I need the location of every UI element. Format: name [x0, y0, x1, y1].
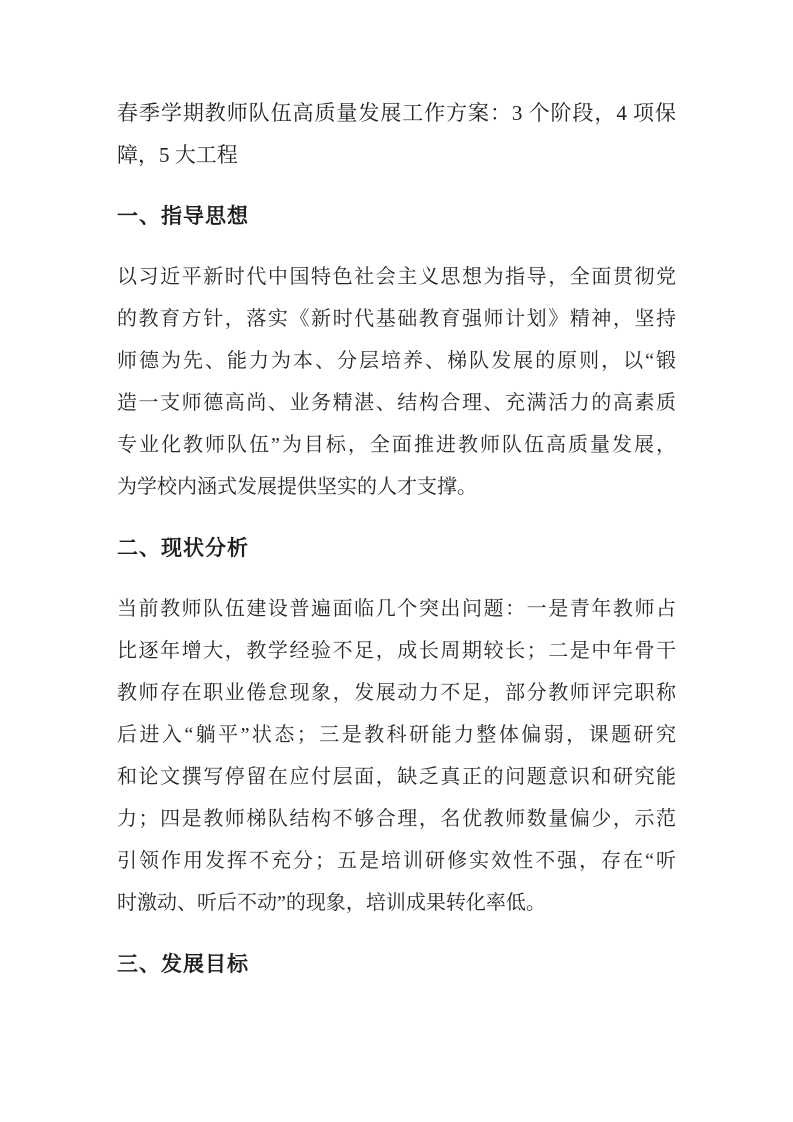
text-line: 以习近平新时代中国特色社会主义思想为指导，全面贯彻党	[117, 266, 676, 288]
section-paragraph-status-analysis	[117, 588, 676, 924]
section-heading-development-goals: 三、发展目标	[117, 953, 249, 976]
text-line: 为学校内涵式发展提供坚实的人才支撑。	[117, 476, 477, 498]
title-line: 障，5 大工程	[117, 143, 238, 167]
section-heading-status-analysis: 二、现状分析	[117, 537, 249, 560]
text-line: 力；四是教师梯队结构不够合理，名优教师数量偏少，示范	[117, 808, 676, 830]
text-line: 专业化教师队伍”为目标，全面推进教师队伍高质量发展，	[117, 434, 676, 456]
text-line: 后进入“躺平”状态；三是教科研能力整体偏弱，课题研究	[117, 724, 676, 746]
text-line: 时激动、听后不动”的现象，培训成果转化率低。	[117, 892, 546, 914]
text-line: 造一支师德高尚、业务精湛、结构合理、充满活力的高素质	[117, 392, 676, 414]
text-line: 教师存在职业倦怠现象，发展动力不足，部分教师评完职称	[117, 682, 676, 704]
text-line: 引领作用发挥不充分；五是培训研修实效性不强，存在“听	[117, 850, 676, 872]
text-line: 师德为先、能力为本、分层培养、梯队发展的原则，以“锻	[117, 350, 676, 372]
text-line: 比逐年增大，教学经验不足，成长周期较长；二是中年骨干	[117, 640, 676, 662]
section-paragraph-guiding-ideology	[117, 256, 676, 508]
text-line: 和论文撰写停留在应付层面，缺乏真正的问题意识和研究能	[117, 766, 676, 788]
text-line: 当前教师队伍建设普遍面临几个突出问题：一是青年教师占	[117, 598, 676, 620]
section-heading-guiding-ideology: 一、指导思想	[117, 205, 249, 228]
text-line: 的教育方针，落实《新时代基础教育强师计划》精神，坚持	[117, 308, 676, 330]
document-title	[117, 92, 676, 176]
title-line: 春季学期教师队伍高质量发展工作方案：3 个阶段，4 项保	[117, 101, 676, 125]
